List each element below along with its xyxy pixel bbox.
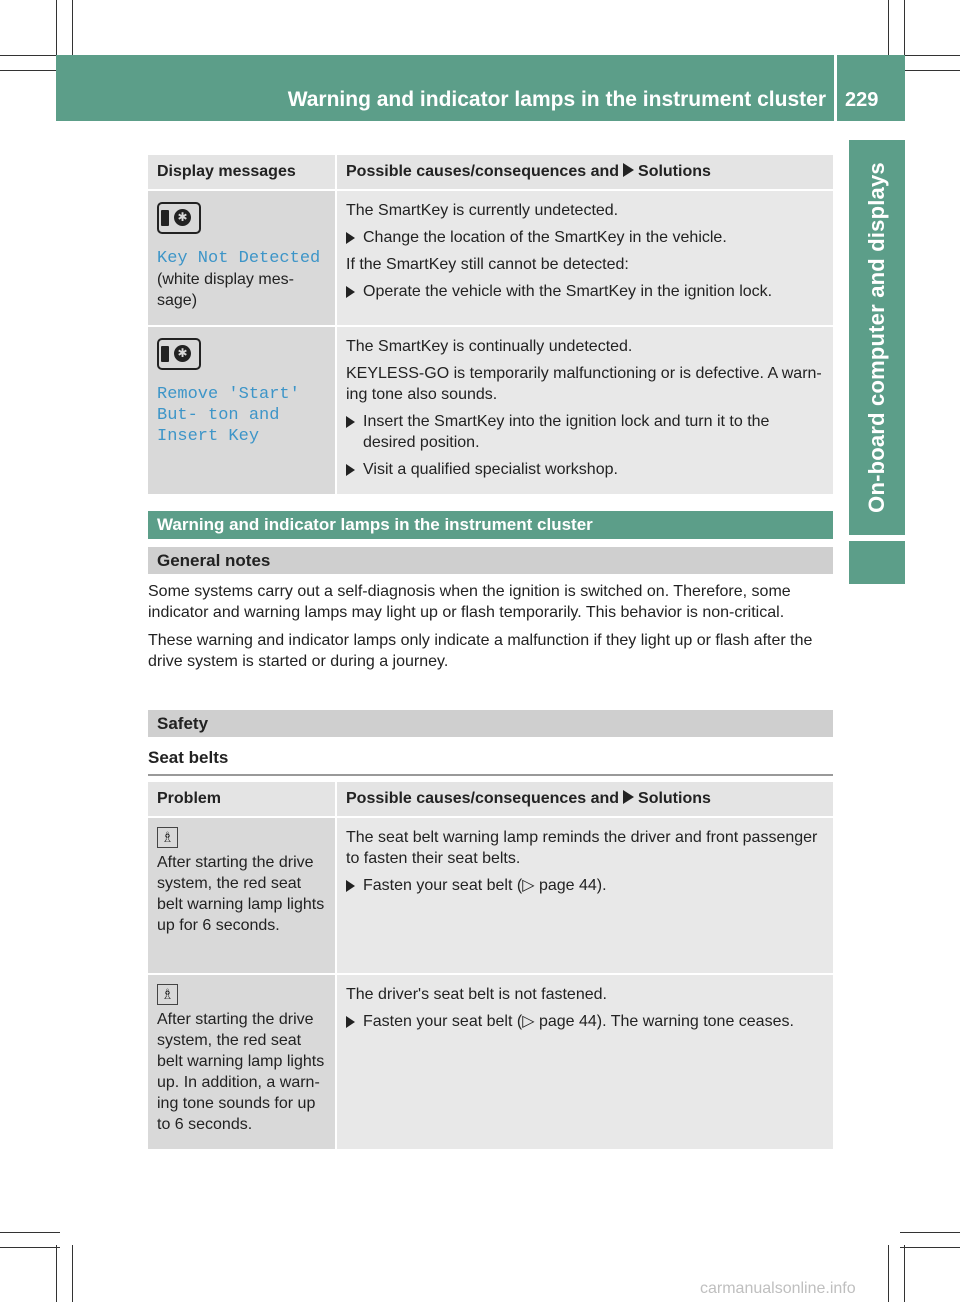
- page-number: 229: [845, 89, 879, 111]
- cause-text: The SmartKey is currently undetected.: [346, 202, 619, 219]
- seat-belt-icon: ♗: [157, 984, 178, 1005]
- cause-text: The SmartKey is continually undetected.: [346, 338, 633, 355]
- solution-cell: [336, 326, 833, 495]
- solution-step: [346, 875, 824, 896]
- section-heading: Warning and indicator lamps in the instrument cluster: [148, 511, 833, 539]
- solution-step: [346, 281, 824, 302]
- cause-text: The seat belt warning lamp reminds the driver and front passenger to fasten their seat belts.: [346, 829, 818, 867]
- chapter-tab: [849, 140, 905, 535]
- page-header: [56, 55, 905, 121]
- crop-mark: [900, 70, 960, 71]
- seat-belt-icon: ♗: [157, 827, 178, 848]
- solution-cell: [336, 817, 833, 974]
- crop-mark: [900, 55, 960, 56]
- problem-text: After starting the drive system, the red seat belt warning lamp lights up for 6 seconds.: [157, 854, 325, 934]
- crop-mark: [904, 0, 905, 60]
- column-header-solutions: [336, 155, 833, 190]
- crop-mark: [56, 1245, 57, 1302]
- crop-mark: [900, 1247, 960, 1248]
- step-text: Fasten your seat belt (▷ page 44). The warning tone ceases.: [363, 1013, 794, 1030]
- problem-cell: [148, 817, 336, 974]
- arrow-icon: [346, 880, 355, 892]
- chapter-tab-marker: [849, 541, 905, 584]
- cause-text: If the SmartKey still cannot be detected:: [346, 256, 629, 273]
- crop-mark: [904, 1245, 905, 1302]
- column-header-prefix: Possible causes/consequences and: [346, 163, 620, 180]
- general-notes-paragraph: These warning and indicator lamps only indicate a malfunction if they light up or flash after the drive system is started or during a journey.: [148, 632, 813, 670]
- cause-text: KEYLESS-GO is temporarily malfunctioning or is defective. A warn- ing tone also sounds.: [346, 365, 822, 403]
- solution-step: [346, 411, 824, 453]
- problem-cell: [148, 974, 336, 1150]
- crop-mark: [0, 1232, 60, 1233]
- table-header-row: [148, 155, 833, 190]
- step-text: Fasten your seat belt (▷ page 44).: [363, 877, 607, 894]
- solution-step: [346, 227, 824, 248]
- arrow-icon: [346, 1016, 355, 1028]
- arrow-icon: [346, 232, 355, 244]
- solution-cell: [336, 974, 833, 1150]
- column-header-solutions: [336, 782, 833, 817]
- arrow-icon: [623, 163, 634, 177]
- solution-step: [346, 1011, 824, 1032]
- crop-mark: [0, 1247, 60, 1248]
- table-row: [148, 190, 833, 326]
- subsection-heading-general-notes: General notes: [148, 547, 833, 574]
- general-notes-paragraph: Some systems carry out a self-diagnosis when the ignition is switched on. Therefore, some indicator and warning lamps may light up or flash temporarily. This behavior is non-critical.: [148, 583, 791, 621]
- seat-belt-table: [148, 782, 833, 1151]
- display-message: Remove 'Start' But‐ ton and Insert Key: [157, 385, 300, 446]
- display-messages-table: [148, 155, 833, 496]
- header-divider: [834, 55, 837, 121]
- arrow-icon: [346, 416, 355, 428]
- chapter-tab-label: On-board computer and displays: [864, 162, 889, 513]
- table-row: [148, 974, 833, 1150]
- subsection-heading-safety: Safety: [148, 710, 833, 737]
- smartkey-icon: ✱: [157, 338, 201, 370]
- crop-mark: [0, 55, 60, 56]
- crop-mark: [888, 0, 889, 60]
- seat-belts-heading: Seat belts: [148, 748, 833, 776]
- problem-text: After starting the drive system, the red seat belt warning lamp lights up. In addition, a warn- ing tone sounds for up to 6 seconds.: [157, 1011, 325, 1133]
- display-message: Key Not Detected: [157, 249, 321, 268]
- column-header-problem: Problem: [148, 782, 336, 817]
- cause-text: The driver's seat belt is not fastened.: [346, 986, 607, 1003]
- column-header-suffix: Solutions: [638, 163, 711, 180]
- crop-mark: [888, 1245, 889, 1302]
- table-header-row: [148, 782, 833, 817]
- solution-cell: [336, 190, 833, 326]
- message-note: (white display mes- sage): [157, 271, 294, 309]
- message-cell: [148, 190, 336, 326]
- crop-mark: [72, 1245, 73, 1302]
- header-title: Warning and indicator lamps in the instrument cluster: [287, 88, 826, 111]
- step-text: Operate the vehicle with the SmartKey in the ignition lock.: [363, 283, 773, 300]
- arrow-icon: [623, 790, 634, 804]
- crop-mark: [56, 0, 57, 60]
- step-text: Insert the SmartKey into the ignition lock and turn it to the desired position.: [363, 413, 770, 451]
- crop-mark: [0, 70, 60, 71]
- table-row: [148, 326, 833, 495]
- column-header-display-messages: Display messages: [148, 155, 336, 190]
- crop-mark: [72, 0, 73, 60]
- table-row: [148, 817, 833, 974]
- column-header-prefix: Possible causes/consequences and: [346, 790, 620, 807]
- crop-mark: [900, 1232, 960, 1233]
- watermark: carmanualsonline.info: [700, 1280, 856, 1297]
- step-text: Change the location of the SmartKey in the vehicle.: [363, 229, 727, 246]
- solution-step: [346, 459, 824, 480]
- arrow-icon: [346, 464, 355, 476]
- smartkey-icon: ✱: [157, 202, 201, 234]
- column-header-suffix: Solutions: [638, 790, 711, 807]
- message-cell: [148, 326, 336, 495]
- step-text: Visit a qualified specialist workshop.: [363, 461, 618, 478]
- arrow-icon: [346, 286, 355, 298]
